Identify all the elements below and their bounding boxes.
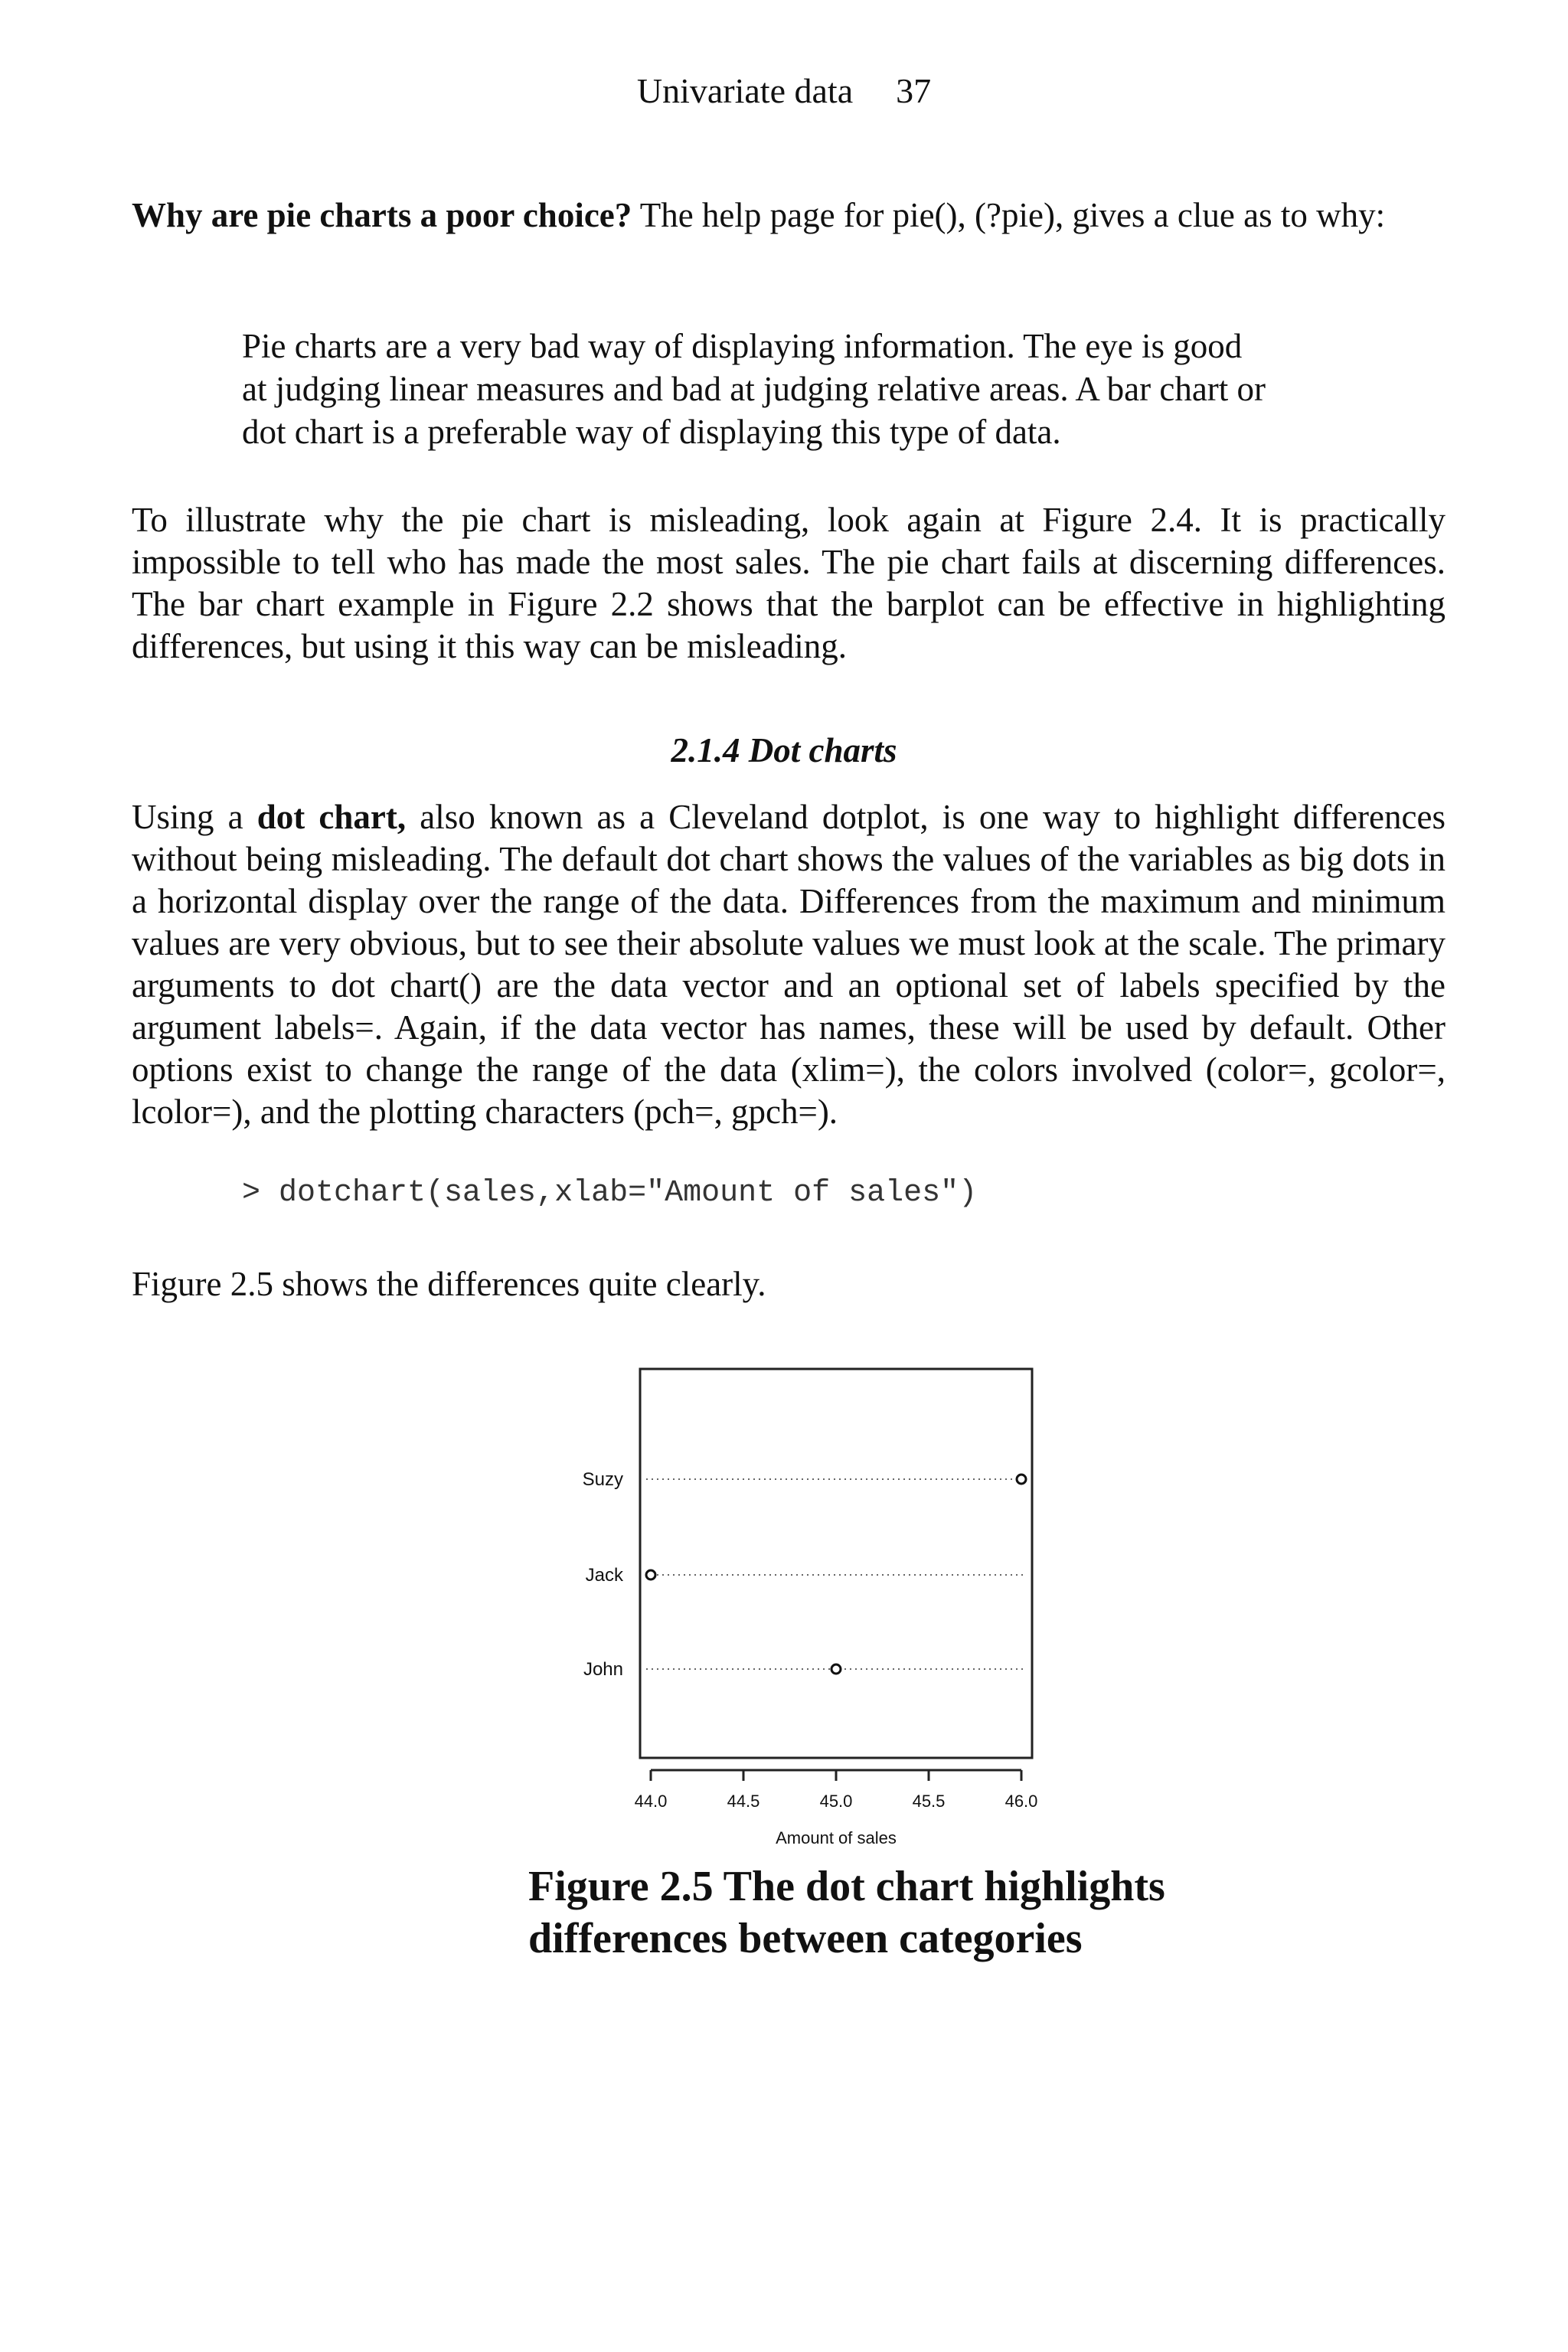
paragraph-pie-question [132, 194, 1446, 237]
paragraph-bold-term: dot chart, [256, 798, 407, 836]
header-title: Univariate data [636, 71, 854, 110]
code-line: > dotchart(sales,xlab="Amount of sales") [242, 1176, 978, 1210]
paragraph-figure-ref: Figure 2.5 shows the differences quite clearly. [132, 1265, 766, 1303]
quote-line: Pie charts are a very bad way of displaying information. The eye is good [242, 327, 1243, 365]
category-label: John [583, 1659, 623, 1680]
paragraph-text: The help page for pie(), (?pie), gives a clue as to why: [632, 196, 1386, 234]
data-point [646, 1570, 655, 1579]
x-tick-label: 44.5 [727, 1792, 760, 1811]
quote-line: dot chart is a preferable way of displaying this type of data. [242, 413, 1061, 451]
paragraph-dot-charts [132, 796, 1446, 1133]
quote-line: at judging linear measures and bad at judging relative areas. A bar chart or [242, 370, 1266, 408]
figure-dot-chart [505, 1332, 1072, 1847]
running-header [0, 70, 1568, 111]
caption-line: Figure 2.5 The dot chart highlights [528, 1863, 1165, 1910]
page-number: 37 [896, 71, 932, 110]
category-label: Suzy [582, 1469, 623, 1490]
paragraph-bold-lead: Why are pie charts a poor choice? [132, 196, 632, 234]
x-tick-label: 46.0 [1004, 1792, 1038, 1811]
figure-caption [528, 1860, 1165, 1965]
dot-chart [505, 1332, 1072, 1847]
paragraph-misleading: To illustrate why the pie chart is misleading, look again at Figure 2.4. It is practically impossible to tell who has made the most sales. The pie chart fails at discerning differences. The bar chart example in Figure 2.2 shows that the barplot can be effective in highlighting differences, but using it this way can be misleading. [132, 501, 1446, 665]
caption-line: differences between categories [528, 1915, 1083, 1962]
paragraph-text-pre: Using a [132, 798, 257, 836]
paragraph-text: also known as a Cleveland dotplot, is one way to highlight differences without being misleading. The default dot chart shows the values of the variables as big dots in a horizontal display over the range of the data. Differences from the maximum and minimum values are very obvious, but to see their absolute values we must look at the scale. The primary arguments to dot chart() are the data vector and an optional set of labels specified by the argument labels=. Again, if the data vector has names, these will be used by default. Other options exist to change the range of the data (xlim=), the colors involved (color=, gcolor=, lcolor=), and the plotting characters (pch=, gpch=). [132, 798, 1446, 1131]
help-quote [242, 325, 1344, 453]
data-point [1017, 1475, 1026, 1484]
plot-frame [640, 1369, 1032, 1758]
x-axis-label: Amount of sales [776, 1828, 897, 1847]
data-point [831, 1664, 841, 1674]
category-label: Jack [585, 1565, 623, 1586]
x-tick-label: 45.0 [819, 1792, 853, 1811]
section-heading: 2.1.4 Dot charts [671, 731, 897, 769]
x-tick-label: 45.5 [912, 1792, 946, 1811]
x-tick-label: 44.0 [634, 1792, 668, 1811]
